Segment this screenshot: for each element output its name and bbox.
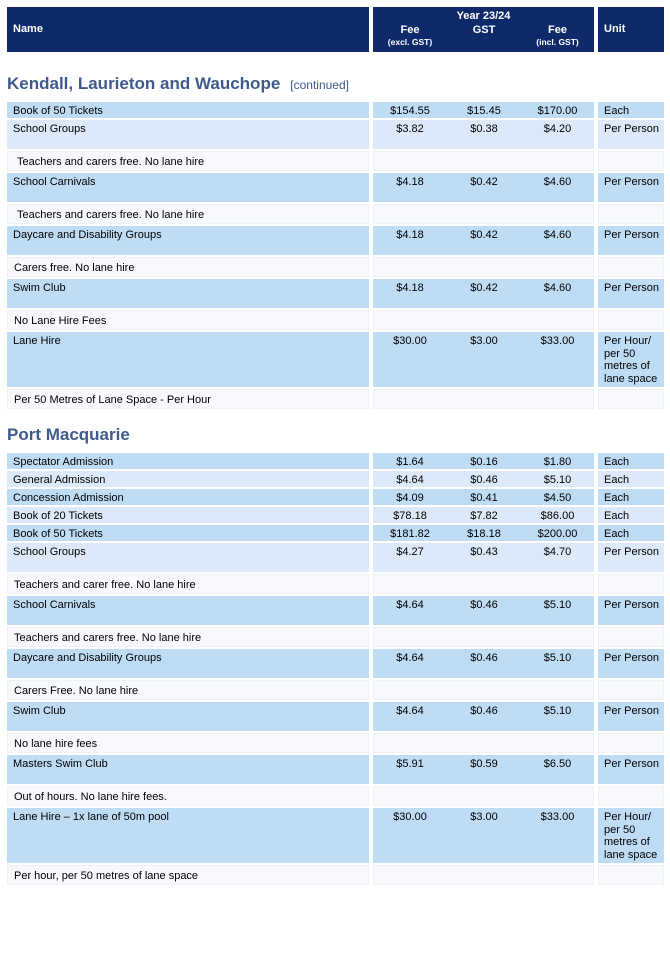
note-cell xyxy=(598,257,664,277)
row-unit-cell xyxy=(598,489,664,505)
note-text: Carers free. No lane hire xyxy=(14,262,135,274)
row-name: Book of 20 Tickets xyxy=(13,510,103,522)
row-name: Book of 50 Tickets xyxy=(13,528,103,540)
row-unit-cell xyxy=(598,332,664,387)
fee-excl-value: $30.00 xyxy=(393,335,427,347)
note-text: Teachers and carers free. No lane hire xyxy=(17,156,205,168)
row-unit: Per Hour/ per 50 metres of lane space xyxy=(604,335,658,385)
table-row xyxy=(7,507,664,525)
table-note-row xyxy=(7,627,664,649)
fee-excl-value: $4.64 xyxy=(396,599,424,611)
note-text: Per 50 Metres of Lane Space - Per Hour xyxy=(14,394,211,406)
fee-incl-value: $5.10 xyxy=(543,599,572,611)
row-fee-cell xyxy=(373,173,594,202)
fee-excl-value: $3.82 xyxy=(396,123,424,135)
row-unit-cell xyxy=(598,649,664,678)
row-unit-cell xyxy=(598,755,664,784)
header-gst xyxy=(447,24,521,36)
row-unit-cell xyxy=(598,702,664,731)
row-fee-cell xyxy=(373,120,594,149)
header-fee-incl-sub: (incl. GST) xyxy=(536,37,579,47)
note-cell xyxy=(598,151,664,171)
row-name-cell xyxy=(7,226,369,255)
row-name: Masters Swim Club xyxy=(13,758,108,770)
row-name: Swim Club xyxy=(13,705,66,717)
row-fee-cell xyxy=(373,489,594,505)
note-cell xyxy=(373,574,594,594)
row-fee-cell xyxy=(373,279,594,308)
note-cell xyxy=(598,204,664,224)
fee-excl-value: $4.64 xyxy=(396,705,424,717)
table-note-row xyxy=(7,574,664,596)
table-row xyxy=(7,489,664,507)
row-unit: Per Person xyxy=(604,282,660,294)
note-cell xyxy=(598,865,664,885)
fee-incl-value: $4.60 xyxy=(543,176,572,188)
row-name: School Carnivals xyxy=(13,599,96,611)
table-row xyxy=(7,808,664,865)
table-note-row xyxy=(7,865,664,887)
row-name-cell xyxy=(7,120,369,149)
row-name: Daycare and Disability Groups xyxy=(13,229,162,241)
gst-value: $0.41 xyxy=(470,492,498,504)
row-name-cell xyxy=(7,489,369,505)
note-cell xyxy=(598,574,664,594)
row-unit-cell xyxy=(598,471,664,487)
row-unit: Per Person xyxy=(604,546,660,558)
fee-incl-value: $4.60 xyxy=(543,282,572,294)
note-cell xyxy=(7,310,369,330)
row-fee-cell xyxy=(373,332,594,387)
fee-incl-value: $5.10 xyxy=(543,705,572,717)
row-name: Daycare and Disability Groups xyxy=(13,652,162,664)
row-name-cell xyxy=(7,173,369,202)
fee-excl-value: $1.64 xyxy=(396,456,424,468)
row-name: School Carnivals xyxy=(13,176,96,188)
table-row xyxy=(7,453,664,471)
row-unit-cell xyxy=(598,453,664,469)
note-text: Per hour, per 50 metres of lane space xyxy=(14,870,199,882)
row-name-cell xyxy=(7,755,369,784)
section-heading-text: Kendall, Laurieton and Wauchope xyxy=(7,74,281,93)
table-row xyxy=(7,596,664,627)
fee-excl-value: $4.27 xyxy=(396,546,424,558)
row-unit-cell xyxy=(598,808,664,863)
note-cell xyxy=(373,204,594,224)
header-fee-excl-sub: (excl. GST) xyxy=(387,37,433,47)
table-header xyxy=(7,7,664,52)
note-cell xyxy=(373,680,594,700)
note-text: No Lane Hire Fees xyxy=(14,315,107,327)
row-unit: Per Person xyxy=(604,652,660,664)
note-cell xyxy=(373,733,594,753)
table-row xyxy=(7,226,664,257)
gst-value: $0.38 xyxy=(470,123,498,135)
row-name-cell xyxy=(7,596,369,625)
note-cell xyxy=(373,151,594,171)
gst-value: $0.46 xyxy=(470,599,498,611)
row-unit: Per Hour/ per 50 metres of lane space xyxy=(604,811,658,861)
fees-page xyxy=(7,7,664,887)
note-cell xyxy=(7,257,369,277)
row-name-cell xyxy=(7,649,369,678)
note-cell xyxy=(598,389,664,409)
note-cell xyxy=(7,786,369,806)
row-fee-cell xyxy=(373,226,594,255)
row-fee-cell xyxy=(373,525,594,541)
fee-excl-value: $181.82 xyxy=(390,528,430,540)
fee-incl-value: $33.00 xyxy=(540,811,575,823)
note-cell xyxy=(598,786,664,806)
row-name: Book of 50 Tickets xyxy=(13,105,103,117)
row-unit-cell xyxy=(598,507,664,523)
table-row xyxy=(7,755,664,786)
fee-incl-value: $4.70 xyxy=(543,546,572,558)
fee-incl-value: $5.10 xyxy=(543,652,572,664)
note-cell xyxy=(373,627,594,647)
note-cell xyxy=(7,865,369,885)
gst-value: $0.42 xyxy=(470,229,498,241)
note-cell xyxy=(598,733,664,753)
note-text: Out of hours. No lane hire fees. xyxy=(14,791,167,803)
gst-value: $0.16 xyxy=(470,456,498,468)
row-fee-cell xyxy=(373,702,594,731)
fee-excl-value: $4.64 xyxy=(396,652,424,664)
row-name-cell xyxy=(7,453,369,469)
fee-excl-value: $4.09 xyxy=(396,492,424,504)
table-row xyxy=(7,102,664,120)
row-unit: Per Person xyxy=(604,229,660,241)
note-text: Carers Free. No lane hire xyxy=(14,685,139,697)
header-name-cell xyxy=(7,7,369,52)
row-unit: Each xyxy=(604,105,630,117)
fee-incl-value: $170.00 xyxy=(537,105,578,117)
header-unit-cell xyxy=(598,7,664,52)
fee-excl-value: $154.55 xyxy=(390,105,430,117)
header-fee-incl xyxy=(521,24,594,48)
table-note-row xyxy=(7,151,664,173)
row-unit: Each xyxy=(604,474,630,486)
note-text: Teachers and carers free. No lane hire xyxy=(17,209,205,221)
note-text: Teachers and carers free. No lane hire xyxy=(14,632,202,644)
table-row xyxy=(7,543,664,574)
note-cell xyxy=(598,627,664,647)
fee-excl-value: $4.18 xyxy=(396,229,424,241)
table-row xyxy=(7,649,664,680)
row-unit-cell xyxy=(598,226,664,255)
table-note-row xyxy=(7,204,664,226)
header-gst-label: GST xyxy=(472,24,496,36)
gst-value: $0.46 xyxy=(470,474,498,486)
note-cell xyxy=(598,310,664,330)
table-note-row xyxy=(7,733,664,755)
row-unit: Each xyxy=(604,492,630,504)
section-title xyxy=(7,72,664,102)
row-unit: Per Person xyxy=(604,123,660,135)
row-unit-cell xyxy=(598,102,664,118)
header-fee-excl xyxy=(373,24,447,48)
row-unit: Each xyxy=(604,510,630,522)
row-unit: Per Person xyxy=(604,176,660,188)
row-unit-cell xyxy=(598,596,664,625)
row-unit-cell xyxy=(598,279,664,308)
table-row xyxy=(7,173,664,204)
gst-value: $3.00 xyxy=(470,335,498,347)
fee-incl-value: $4.50 xyxy=(543,492,572,504)
row-name: School Groups xyxy=(13,546,86,558)
row-name-cell xyxy=(7,102,369,118)
fee-excl-value: $30.00 xyxy=(393,811,427,823)
fee-excl-value: $4.64 xyxy=(396,474,424,486)
fee-incl-value: $86.00 xyxy=(540,510,575,522)
row-unit-cell xyxy=(598,173,664,202)
row-name-cell xyxy=(7,543,369,572)
row-fee-cell xyxy=(373,755,594,784)
note-cell xyxy=(7,151,369,171)
row-name: General Admission xyxy=(13,474,106,486)
row-name-cell xyxy=(7,702,369,731)
note-cell xyxy=(7,627,369,647)
fee-excl-value: $4.18 xyxy=(396,176,424,188)
gst-value: $0.42 xyxy=(470,282,498,294)
header-year-label: Year 23/24 xyxy=(456,10,511,22)
row-unit: Per Person xyxy=(604,599,660,611)
gst-value: $0.59 xyxy=(470,758,498,770)
note-cell xyxy=(7,574,369,594)
gst-value: $0.42 xyxy=(470,176,498,188)
fee-excl-value: $78.18 xyxy=(393,510,427,522)
fee-incl-value: $33.00 xyxy=(540,335,575,347)
row-unit-cell xyxy=(598,120,664,149)
header-unit-label: Unit xyxy=(604,23,626,35)
note-cell xyxy=(7,389,369,409)
row-fee-cell xyxy=(373,649,594,678)
gst-value: $0.43 xyxy=(470,546,498,558)
row-name-cell xyxy=(7,332,369,387)
row-unit-cell xyxy=(598,543,664,572)
row-fee-cell xyxy=(373,596,594,625)
row-name-cell xyxy=(7,507,369,523)
fee-incl-value: $4.20 xyxy=(543,123,572,135)
row-fee-cell xyxy=(373,102,594,118)
gst-value: $3.00 xyxy=(470,811,498,823)
fee-incl-value: $1.80 xyxy=(543,456,572,468)
row-fee-cell xyxy=(373,471,594,487)
section-heading-suffix: [continued] xyxy=(290,78,349,92)
header-year-cell xyxy=(373,7,594,52)
section-title xyxy=(7,411,664,453)
note-cell xyxy=(373,389,594,409)
note-cell xyxy=(598,680,664,700)
row-unit: Per Person xyxy=(604,758,660,770)
gst-value: $0.46 xyxy=(470,705,498,717)
row-fee-cell xyxy=(373,543,594,572)
table-note-row xyxy=(7,257,664,279)
table-row xyxy=(7,525,664,543)
note-cell xyxy=(7,733,369,753)
row-name-cell xyxy=(7,525,369,541)
row-name: School Groups xyxy=(13,123,86,135)
note-cell xyxy=(373,786,594,806)
row-name: Lane Hire xyxy=(13,335,61,347)
note-cell xyxy=(373,865,594,885)
row-unit: Each xyxy=(604,456,630,468)
gst-value: $7.82 xyxy=(470,510,498,522)
fee-incl-value: $200.00 xyxy=(537,528,578,540)
row-name: Concession Admission xyxy=(13,492,124,504)
note-cell xyxy=(373,310,594,330)
fee-sections xyxy=(7,72,664,887)
header-fee-incl-label: Fee xyxy=(548,24,567,36)
row-name-cell xyxy=(7,808,369,863)
row-unit-cell xyxy=(598,525,664,541)
header-fee-excl-label: Fee xyxy=(400,24,420,36)
section-heading xyxy=(7,425,130,445)
table-row xyxy=(7,279,664,310)
row-fee-cell xyxy=(373,808,594,863)
fee-incl-value: $4.60 xyxy=(543,229,572,241)
row-fee-cell xyxy=(373,507,594,523)
row-fee-cell xyxy=(373,453,594,469)
fee-incl-value: $5.10 xyxy=(543,474,572,486)
table-note-row xyxy=(7,389,664,411)
note-text: Teachers and carer free. No lane hire xyxy=(14,579,196,591)
table-row xyxy=(7,702,664,733)
table-row xyxy=(7,120,664,151)
row-name: Lane Hire – 1x lane of 50m pool xyxy=(13,811,169,823)
row-unit: Per Person xyxy=(604,705,660,717)
note-cell xyxy=(7,680,369,700)
row-name-cell xyxy=(7,471,369,487)
header-name-label: Name xyxy=(13,23,43,35)
note-text: No lane hire fees xyxy=(14,738,98,750)
table-note-row xyxy=(7,680,664,702)
row-name: Spectator Admission xyxy=(13,456,114,468)
table-note-row xyxy=(7,310,664,332)
row-name: Swim Club xyxy=(13,282,66,294)
fee-incl-value: $6.50 xyxy=(543,758,572,770)
gst-value: $15.45 xyxy=(467,105,501,117)
row-unit: Each xyxy=(604,528,630,540)
section-heading-text: Port Macquarie xyxy=(7,425,130,444)
fee-excl-value: $5.91 xyxy=(396,758,424,770)
table-note-row xyxy=(7,786,664,808)
note-cell xyxy=(7,204,369,224)
row-name-cell xyxy=(7,279,369,308)
note-cell xyxy=(373,257,594,277)
section-heading xyxy=(7,74,349,94)
table-row xyxy=(7,332,664,389)
fee-excl-value: $4.18 xyxy=(396,282,424,294)
table-row xyxy=(7,471,664,489)
gst-value: $18.18 xyxy=(467,528,501,540)
gst-value: $0.46 xyxy=(470,652,498,664)
